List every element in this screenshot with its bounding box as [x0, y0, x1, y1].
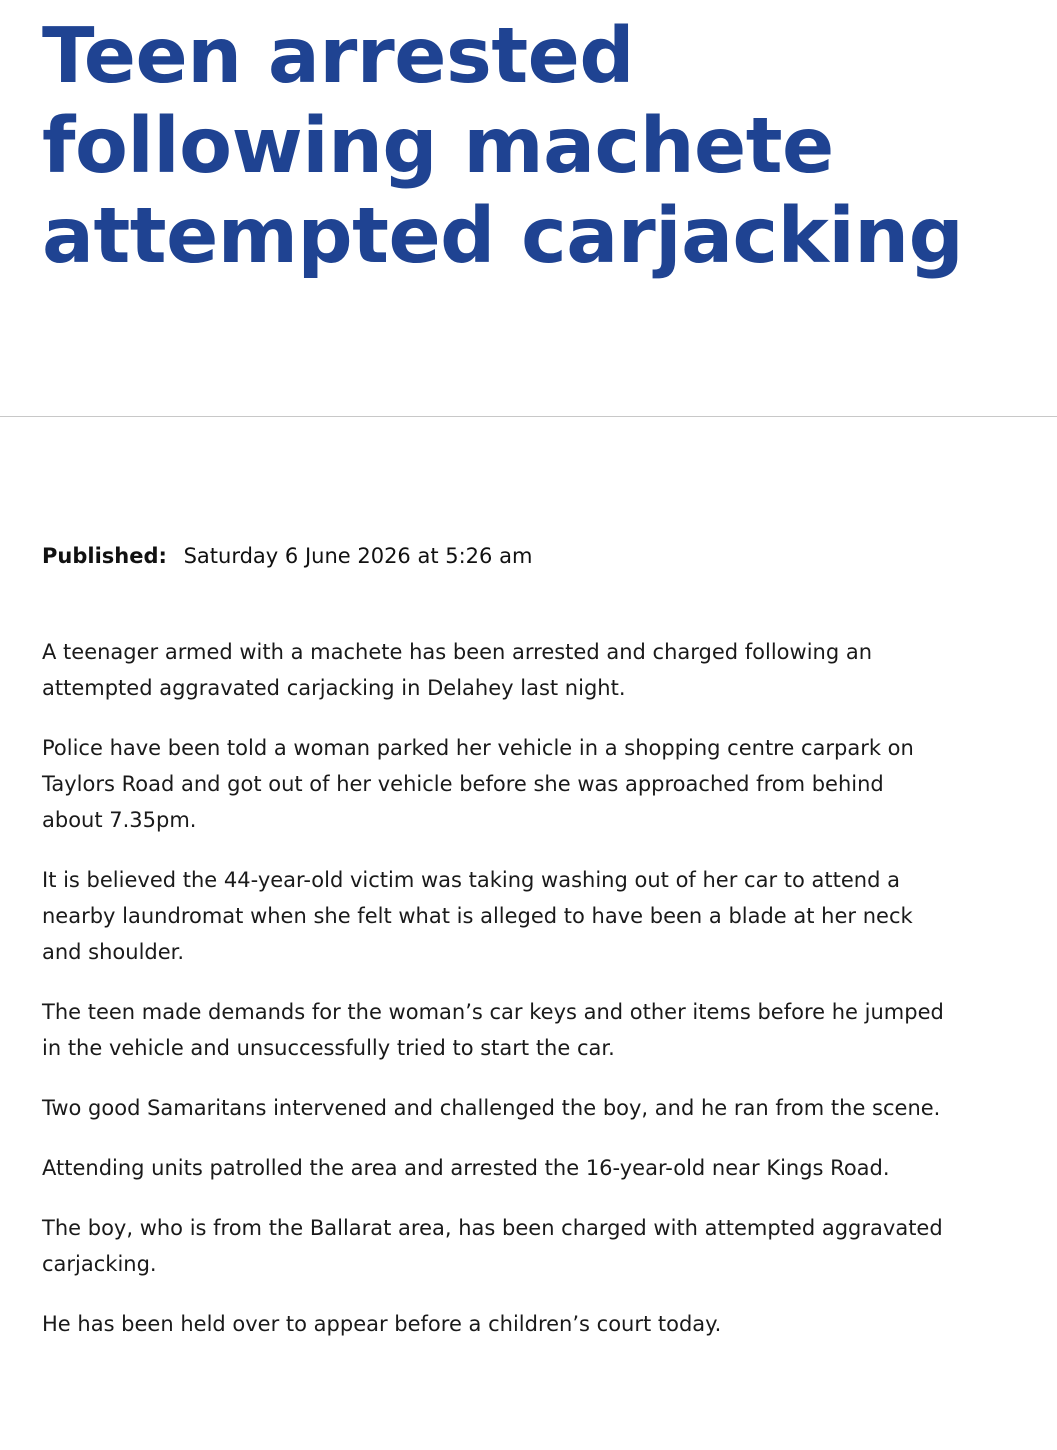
article-headline: Teen arrested following machete attempted carjacking: [42, 12, 964, 281]
article-paragraph: Two good Samaritans intervened and challenged the boy, and he ran from the scene.: [42, 1096, 941, 1120]
article-paragraph: It is believed the 44-year-old victim was taking washing out of her car to attend a nearby laundromat when she felt what is alleged to have been a blade at her neck and shoulder.: [42, 868, 913, 964]
article-paragraph: Attending units patrolled the area and arrested the 16-year-old near Kings Road.: [42, 1156, 890, 1180]
headline-container: [42, 12, 1042, 282]
published-date: Saturday 6 June 2026 at 5:26 am: [183, 544, 533, 568]
article-body: [42, 634, 947, 1366]
article-paragraph: A teenager armed with a machete has been arrested and charged following an attempted aggravated carjacking in Delahey last night.: [42, 640, 873, 700]
article-paragraph: Police have been told a woman parked her vehicle in a shopping centre carpark on Taylors Road and got out of her vehicle before she was approached from behind about 7.35pm.: [42, 736, 914, 832]
article-paragraph: The teen made demands for the woman’s car keys and other items before he jumped in the vehicle and unsuccessfully tried to start the car.: [42, 1000, 944, 1060]
header-divider: [0, 416, 1057, 417]
article-paragraph: The boy, who is from the Ballarat area, has been charged with attempted aggravated carjacking.: [42, 1216, 943, 1276]
article-paragraph: He has been held over to appear before a children’s court today.: [42, 1312, 722, 1336]
published-line: [42, 540, 532, 572]
published-label: Published:: [42, 544, 167, 568]
